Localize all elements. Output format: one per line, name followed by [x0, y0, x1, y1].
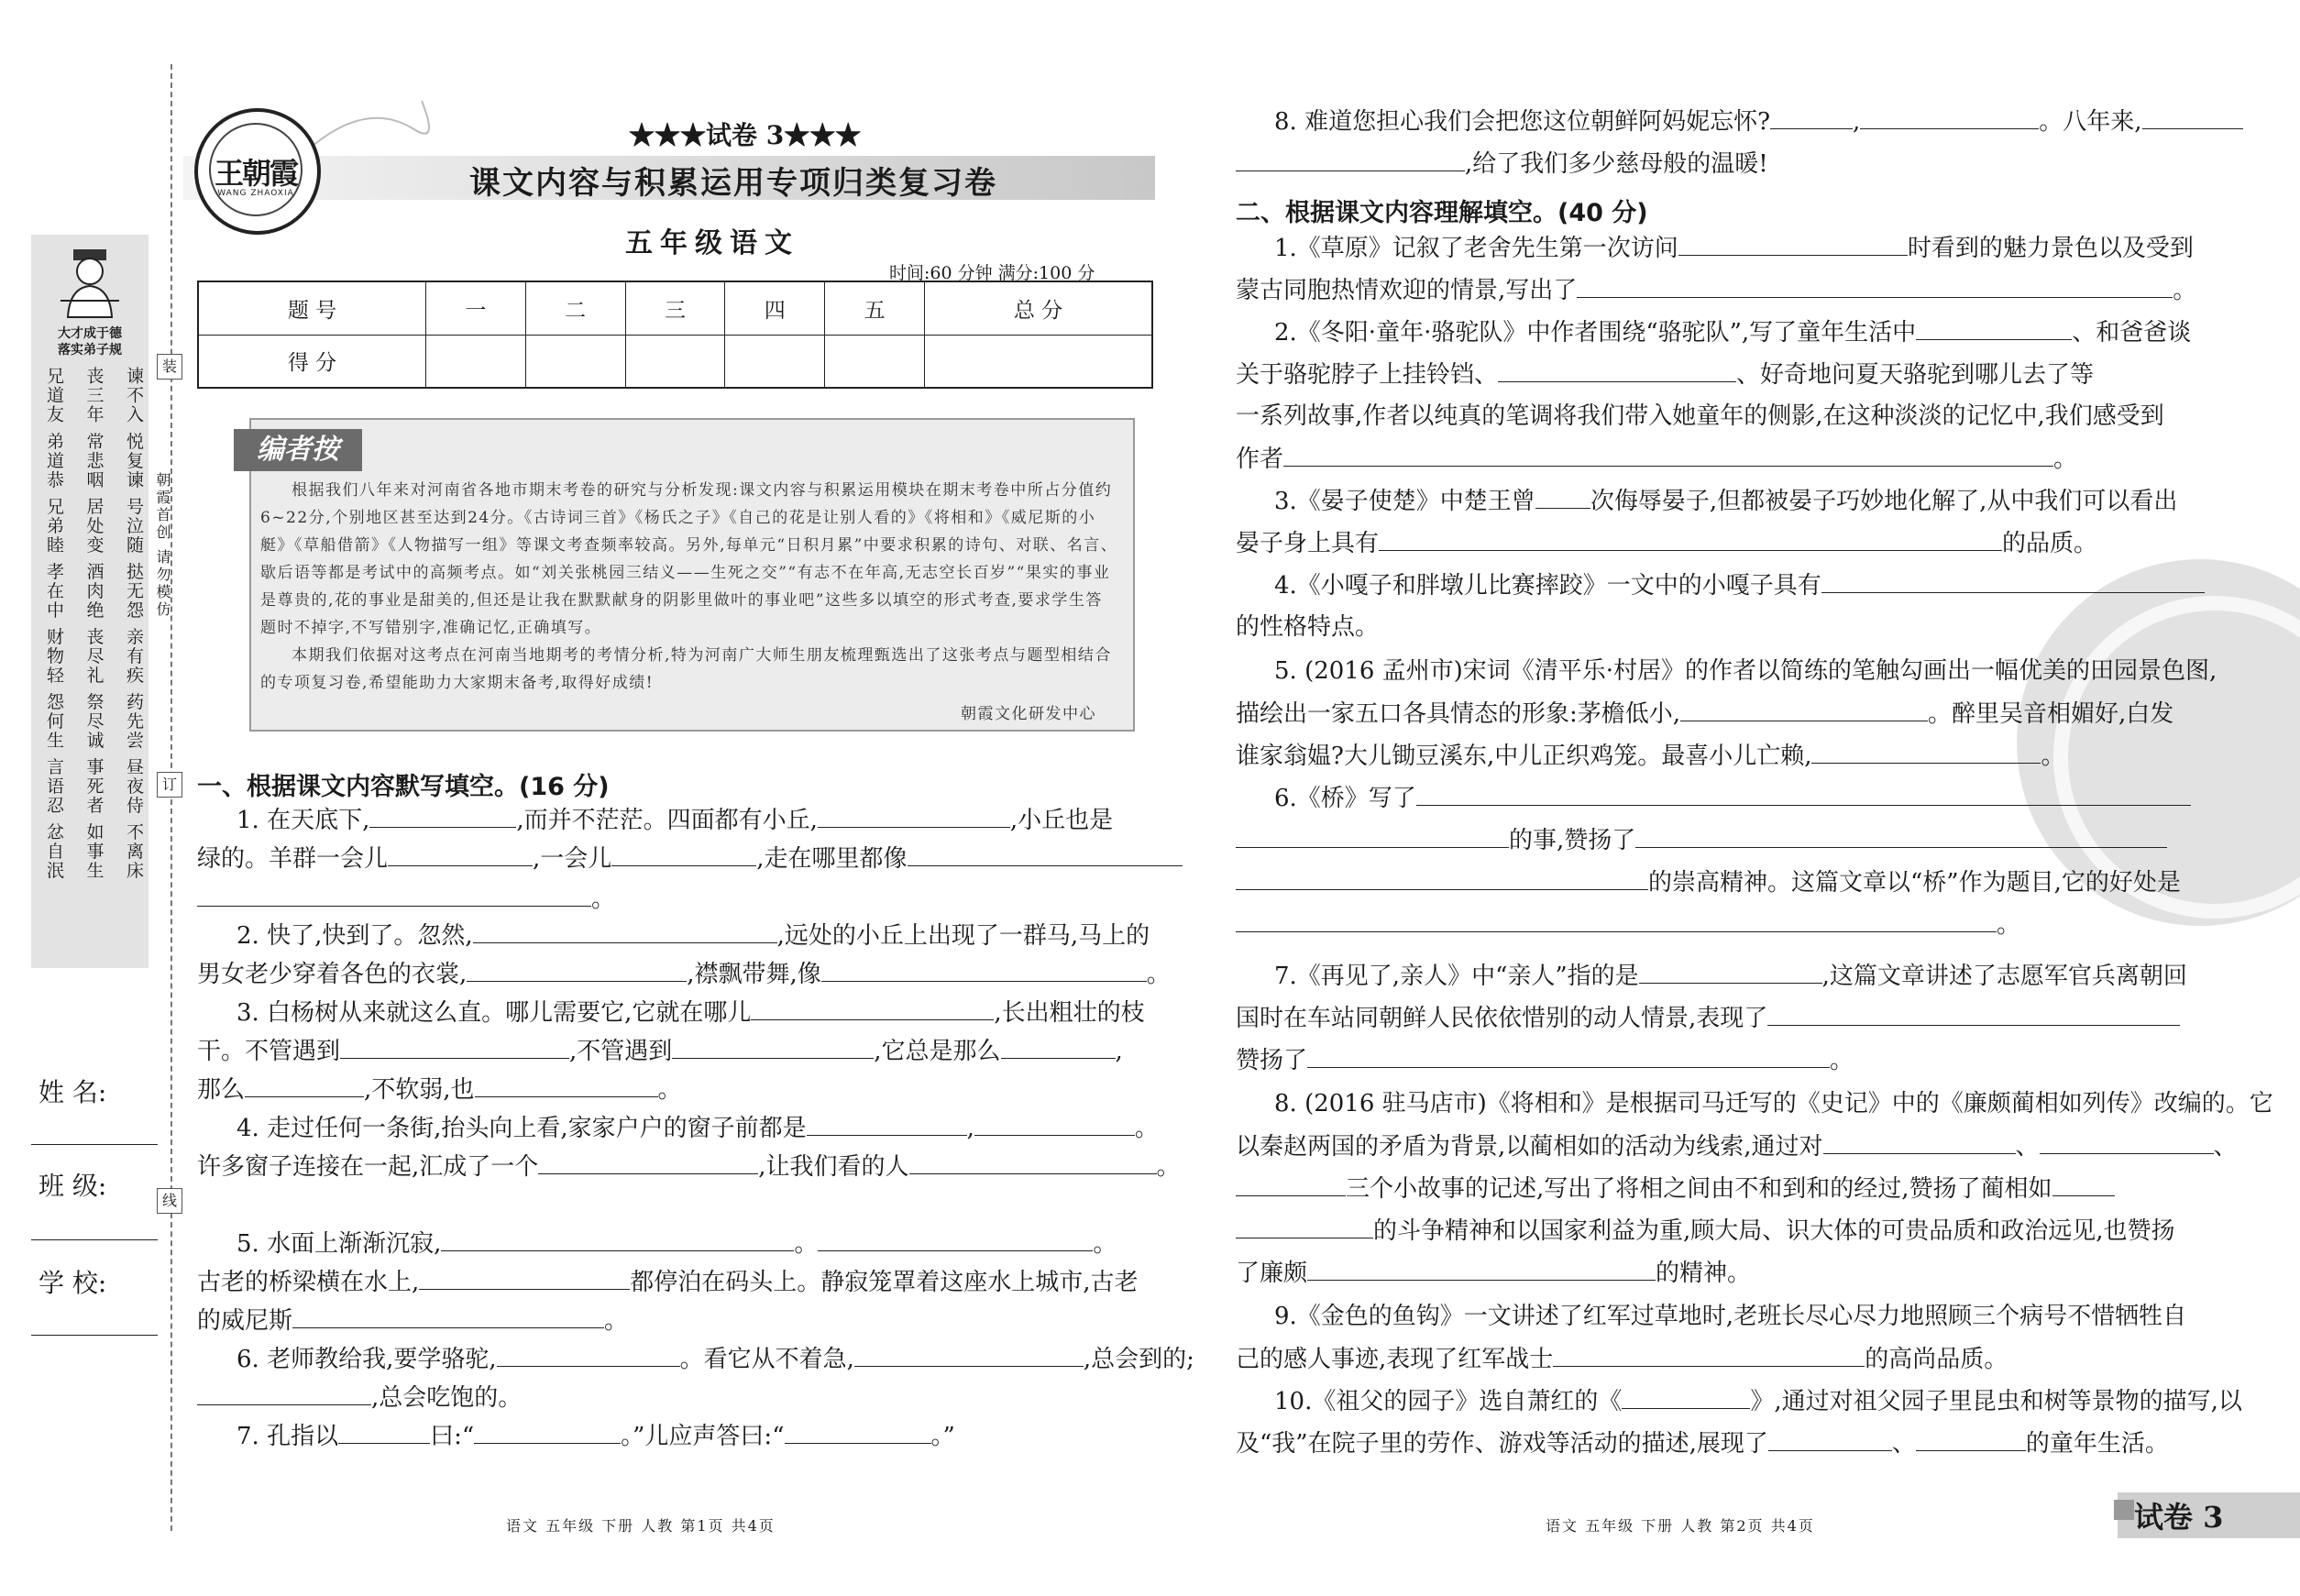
corner-paper-label: 试卷 3	[2134, 1500, 2224, 1535]
answer-blank[interactable]	[1236, 827, 1509, 848]
answer-blank[interactable]	[1639, 963, 1822, 984]
r2-line1: 2.《冬阳·童年·骆驼队》中作者围绕“骆驼队”,写了童年生活中 、和爸爸谈	[1274, 319, 2192, 347]
answer-blank[interactable]	[1821, 572, 2205, 593]
brand-logo: 王朝霞 WANG ZHAOXIA	[194, 108, 321, 235]
q7-line1: 7. 孔指以 曰:“ 。”儿应声答曰:“ 。”	[237, 1423, 955, 1450]
corner-square-icon	[2114, 1500, 2134, 1520]
answer-blank[interactable]	[1379, 530, 2002, 551]
page-footer-left: 语文 五年级 下册 人教 第1页 共4页	[506, 1517, 776, 1535]
r3-line2: 晏子身上具有 的品质。	[1236, 530, 2098, 557]
r5-line2: 描绘出一家五口各具情态的形象:茅檐低小, 。醉里吴音相媚好,白发	[1236, 700, 2174, 728]
answer-blank[interactable]	[2040, 1133, 2214, 1154]
name-field[interactable]	[31, 1144, 158, 1145]
answer-blank[interactable]	[611, 845, 756, 866]
r7-line1: 7.《再见了,亲人》中“亲人”指的是 ,这篇文章讲述了志愿军官兵离朝回	[1274, 963, 2187, 990]
answer-blank[interactable]	[369, 807, 516, 828]
r8-line3: 三个小故事的记述,写出了将相之间由不和到和的经过,赞扬了蔺相如	[1236, 1175, 2115, 1202]
answer-blank[interactable]	[1307, 1260, 1656, 1281]
r7-line2: 国时在车站同朝鲜人民依依惜别的动人情景,表现了	[1236, 1005, 2180, 1031]
r8-line4: 的斗争精神和以国家利益为重,顾大局、识大体的可贵品质和政治远见,也赞扬	[1236, 1217, 2175, 1244]
score-input[interactable]	[525, 335, 625, 388]
fold-tag-xian: 线	[157, 1188, 182, 1214]
subject-title: 五年级语文	[625, 227, 799, 259]
q2-line1: 2. 快了,快到了。忽然, ,远处的小丘上出现了一群马,马上的	[237, 922, 1150, 950]
sidebar-verses	[44, 367, 143, 953]
r2-line2: 关于骆驼脖子上挂铃铛、 、好奇地问夏天骆驼到哪儿去了等	[1236, 361, 2095, 389]
score-header-row	[198, 281, 1152, 335]
editor-signature: 朝霞文化研发中心	[961, 705, 1096, 723]
score-cell: 二	[525, 281, 625, 335]
answer-blank[interactable]	[821, 961, 1147, 982]
answer-blank[interactable]	[974, 1115, 1135, 1136]
fold-tag-ding: 订	[157, 772, 182, 798]
answer-blank[interactable]	[1916, 319, 2072, 340]
answer-blank[interactable]	[672, 1038, 874, 1059]
answer-blank[interactable]	[467, 961, 687, 982]
section-1-title: 一、根据课文内容默写填空。(16 分)	[197, 773, 610, 801]
r3-line1: 3.《晏子使楚》中楚王曾 次侮辱晏子,但都被晏子巧妙地化解了,从中我们可以看出	[1274, 488, 2178, 515]
q5-line1: 5. 水面上渐渐沉寂, 。 。	[237, 1230, 1117, 1258]
q3-line2: 干。不管遇到 ,不管遇到 ,它总是那么 ,	[197, 1038, 1123, 1065]
page-footer-right: 语文 五年级 下册 人教 第2页 共4页	[1546, 1517, 1815, 1535]
answer-blank[interactable]	[807, 1115, 967, 1136]
editor-note-label: 编者按	[234, 429, 362, 471]
answer-blank[interactable]	[340, 1038, 569, 1059]
r5-line1: 5. (2016 孟州市)宋词《清平乐·村居》的作者以简练的笔触勾画出一幅优美的田园景色图,	[1274, 657, 2217, 685]
answer-blank[interactable]	[473, 922, 777, 943]
section-2-title: 二、根据课文内容理解填空。(40 分)	[1236, 199, 1648, 227]
answer-blank[interactable]	[1416, 785, 2191, 806]
fold-note: 朝霞首创 请勿模仿	[154, 472, 171, 620]
q1-line2: 绿的。羊群一会儿 ,一会儿 ,走在哪里都像	[197, 845, 1183, 872]
score-cell: 得 分	[198, 335, 425, 388]
q3-line1: 3. 白杨树从来就这么直。哪儿需要它,它就在哪儿 ,长出粗壮的枝	[237, 999, 1145, 1027]
q3-line3: 那么 ,不软弱,也 。	[197, 1076, 682, 1104]
answer-blank[interactable]	[1823, 1133, 2016, 1154]
answer-blank[interactable]	[538, 1153, 758, 1174]
answer-blank[interactable]	[1498, 361, 1736, 382]
score-input[interactable]	[625, 335, 725, 388]
verse-col: 谏不入 悦复谏 号泣随 挞无怨 亲有疾 药先尝 昼夜侍 不离床	[124, 367, 144, 881]
answer-blank[interactable]	[1236, 1175, 1346, 1196]
editor-paragraph: 根据我们八年来对河南省各地市期末考卷的研究与分析发现:课文内容与积累运用模块在期末考卷中所占分值约6~22分,个别地区甚至达到24分。《古诗词三首》《杨氏之子》《自己的花是让别人看的》《将相和》《威尼斯的小艇》《草船借箭》《人物描写一组》等课文考查频率较高。另外,每单元“日积月累”中要求积累的诗句、对联、名言、歇后语等都是考试中的高频考点。如“刘关张桃园三结义——生死之交”“有志不在年高,无志空长百岁”“果实的事业是尊贵的,花的事业是甜美的,但还是让我在默默献身的阴影里做叶的事业吧”这些多以填空的形式考查,要求学生答题时不掉字,不写错别字,准确记忆,正确填写。	[260, 481, 1118, 637]
q4-line1: 4. 走过任何一条街,抬头向上看,家家户户的窗子前都是 , 。	[237, 1115, 1159, 1142]
paper-number: ★★★试卷 3★★★	[629, 120, 862, 150]
score-cell: 题 号	[198, 281, 425, 335]
name-label: 姓 名:	[39, 1077, 107, 1107]
school-field[interactable]	[31, 1335, 158, 1336]
answer-blank[interactable]	[1770, 108, 1853, 129]
answer-blank[interactable]	[818, 1230, 1093, 1251]
r-q8-line1: 8. 难道您担心我们会把您这位朝鲜阿妈妮忘怀? , 。八年来,	[1274, 108, 2243, 135]
class-label: 班 级:	[39, 1171, 107, 1201]
answer-blank[interactable]	[292, 1307, 604, 1328]
editor-paragraph: 本期我们依据对这考点在河南当地期考的考情分析,特为河南广大师生朋友梳理甄选出了这张考点与题型相结合的专项复习卷,希望能助力大家期末备考,取得好成绩!	[260, 646, 1112, 692]
answer-blank[interactable]	[1535, 488, 1590, 509]
ribbon-decoration	[312, 92, 440, 165]
answer-blank[interactable]	[1767, 1005, 2180, 1026]
r6-line1: 6.《桥》写了	[1274, 785, 2191, 811]
r1-line2: 蒙古同胞热情欢迎的情景,写出了 。	[1236, 277, 2197, 304]
score-value-row	[198, 335, 1152, 388]
answer-blank[interactable]	[2142, 108, 2243, 129]
q1-line3: 。	[197, 886, 615, 912]
answer-blank[interactable]	[1553, 1346, 1865, 1367]
answer-blank[interactable]	[1236, 150, 1465, 171]
score-cell: 五	[825, 281, 925, 335]
answer-blank[interactable]	[1811, 743, 2041, 764]
answer-blank[interactable]	[1768, 1430, 1892, 1451]
answer-blank[interactable]	[1236, 911, 1997, 932]
score-cell: 四	[725, 281, 825, 335]
r4-line2: 的性格特点。	[1236, 613, 1380, 641]
answer-blank[interactable]	[2052, 1175, 2115, 1196]
r9-line1: 9.《金色的鱼钩》一文讲述了红军过草地时,老班长尽心尽力地照顾三个病号不惜牺牲自	[1274, 1303, 2187, 1330]
q1-line1: 1. 在天底下, ,而并不茫茫。四面都有小丘, ,小丘也是	[237, 807, 1114, 834]
q2-line2: 男女老少穿着各色的衣裳, ,襟飘带舞,像 。	[197, 961, 1171, 988]
r5-line3: 谁家翁媪?大儿锄豆溪东,中儿正织鸡笼。最喜小儿亡赖, 。	[1236, 743, 2065, 770]
answer-blank[interactable]	[909, 1153, 1157, 1174]
score-cell: 总 分	[924, 281, 1152, 335]
q6-line1: 6. 老师教给我,要学骆驼, 。看它从不着急, ,总会到的;	[237, 1346, 1194, 1373]
answer-blank[interactable]	[818, 807, 1010, 828]
verse-col: 兄道友 弟道恭 兄弟睦 孝在中 财物轻 怨何生 言语忍 忿自泯	[44, 367, 64, 881]
r8-line2: 以秦赵两国的矛盾为背景,以蔺相如的活动为线索,通过对 、 、	[1236, 1133, 2238, 1161]
answer-blank[interactable]	[1678, 235, 1908, 256]
r10-line2: 及“我”在院子里的劳作、游戏等活动的描述,展现了 、 的童年生活。	[1236, 1430, 2169, 1458]
r2-line4: 作者 。	[1236, 446, 2078, 473]
answer-blank[interactable]	[245, 1076, 364, 1097]
answer-blank[interactable]	[419, 1269, 630, 1290]
q5-line2: 古老的桥梁横在水上, 都停泊在码头上。静寂笼罩着这座水上城市,古老	[197, 1269, 1139, 1296]
r6-line3: 的崇高精神。这篇文章以“桥”作为题目,它的好处是	[1236, 869, 2181, 896]
answer-blank[interactable]	[785, 1423, 931, 1444]
answer-blank[interactable]	[388, 845, 533, 866]
answer-blank[interactable]	[497, 1346, 680, 1367]
r7-line3: 赞扬了 。	[1236, 1047, 1854, 1074]
fold-tag-zhuang: 装	[157, 354, 182, 380]
r10-line1: 10.《祖父的园子》选自萧红的《 》,通过对祖父园子里昆虫和树等景物的描写,以	[1274, 1388, 2242, 1415]
answer-blank[interactable]	[1236, 1217, 1373, 1238]
answer-blank[interactable]	[475, 1076, 658, 1097]
answer-blank[interactable]	[1001, 1038, 1116, 1059]
score-input[interactable]	[924, 335, 1152, 388]
r4-line1: 4.《小嘎子和胖墩儿比赛摔跤》一文中的小嘎子具有	[1274, 572, 2205, 599]
page-title: 课文内容与积累运用专项归类复习卷	[469, 165, 997, 202]
r1-line1: 1.《草原》记叙了老舍先生第一次访问 时看到的魅力景色以及受到	[1274, 235, 2194, 262]
r8-line5: 了廉颇 的精神。	[1236, 1260, 1752, 1287]
answer-blank[interactable]	[1307, 1047, 1830, 1068]
answer-blank[interactable]	[197, 1384, 371, 1405]
r-q8-line2: ,给了我们多少慈母般的温暖!	[1236, 150, 1768, 177]
answer-blank[interactable]	[751, 999, 994, 1020]
r8-line1: 8. (2016 驻马店市)《将相和》是根据司马迁写的《史记》中的《廉颇蔺相如列传》改编的。它	[1274, 1090, 2273, 1117]
sidebar-motto: 大才成于德 落实弟子规	[58, 326, 122, 358]
answer-blank[interactable]	[1622, 1388, 1750, 1409]
answer-blank[interactable]	[1916, 1430, 2026, 1451]
answer-blank[interactable]	[338, 1423, 430, 1444]
q5-line3: 的威尼斯 。	[197, 1307, 629, 1335]
q6-line2: ,总会吃饱的。	[197, 1384, 522, 1411]
time-score: 时间:60 分钟 满分:100 分	[889, 263, 1095, 283]
verse-col: 丧三年 常悲咽 居处变 酒肉绝 丧尽礼 祭尽诚 事死者 如事生	[83, 367, 105, 881]
answer-blank[interactable]	[1236, 869, 1648, 890]
r6-line4: 。	[1236, 911, 2020, 938]
editor-note-text	[260, 477, 1118, 728]
answer-blank[interactable]	[1283, 446, 2053, 467]
answer-blank[interactable]	[1680, 700, 1928, 721]
r9-line2: 己的感人事迹,表现了红军战士 的高尚品质。	[1236, 1346, 2008, 1373]
score-input[interactable]	[425, 335, 525, 388]
answer-blank[interactable]	[1635, 827, 2167, 848]
answer-blank[interactable]	[1577, 277, 2173, 298]
answer-blank[interactable]	[441, 1230, 794, 1251]
answer-blank[interactable]	[197, 886, 591, 907]
score-cell: 一	[425, 281, 525, 335]
score-input[interactable]	[825, 335, 925, 388]
scholar-illustration	[57, 246, 123, 321]
r6-line2: 的事,赞扬了	[1236, 827, 2167, 853]
binding-line	[171, 64, 172, 1531]
answer-blank[interactable]	[854, 1346, 1084, 1367]
score-cell: 三	[625, 281, 725, 335]
answer-blank[interactable]	[1860, 108, 2039, 129]
answer-blank[interactable]	[474, 1423, 621, 1444]
school-label: 学 校:	[39, 1268, 107, 1298]
score-table	[197, 281, 1153, 389]
class-field[interactable]	[31, 1239, 158, 1240]
r2-line3: 一系列故事,作者以纯真的笔调将我们带入她童年的侧影,在这种淡淡的记忆中,我们感受到	[1236, 402, 2164, 430]
q4-line2: 许多窗子连接在一起,汇成了一个 ,让我们看的人 。	[197, 1153, 1181, 1181]
answer-blank[interactable]	[908, 845, 1183, 866]
score-input[interactable]	[725, 335, 825, 388]
